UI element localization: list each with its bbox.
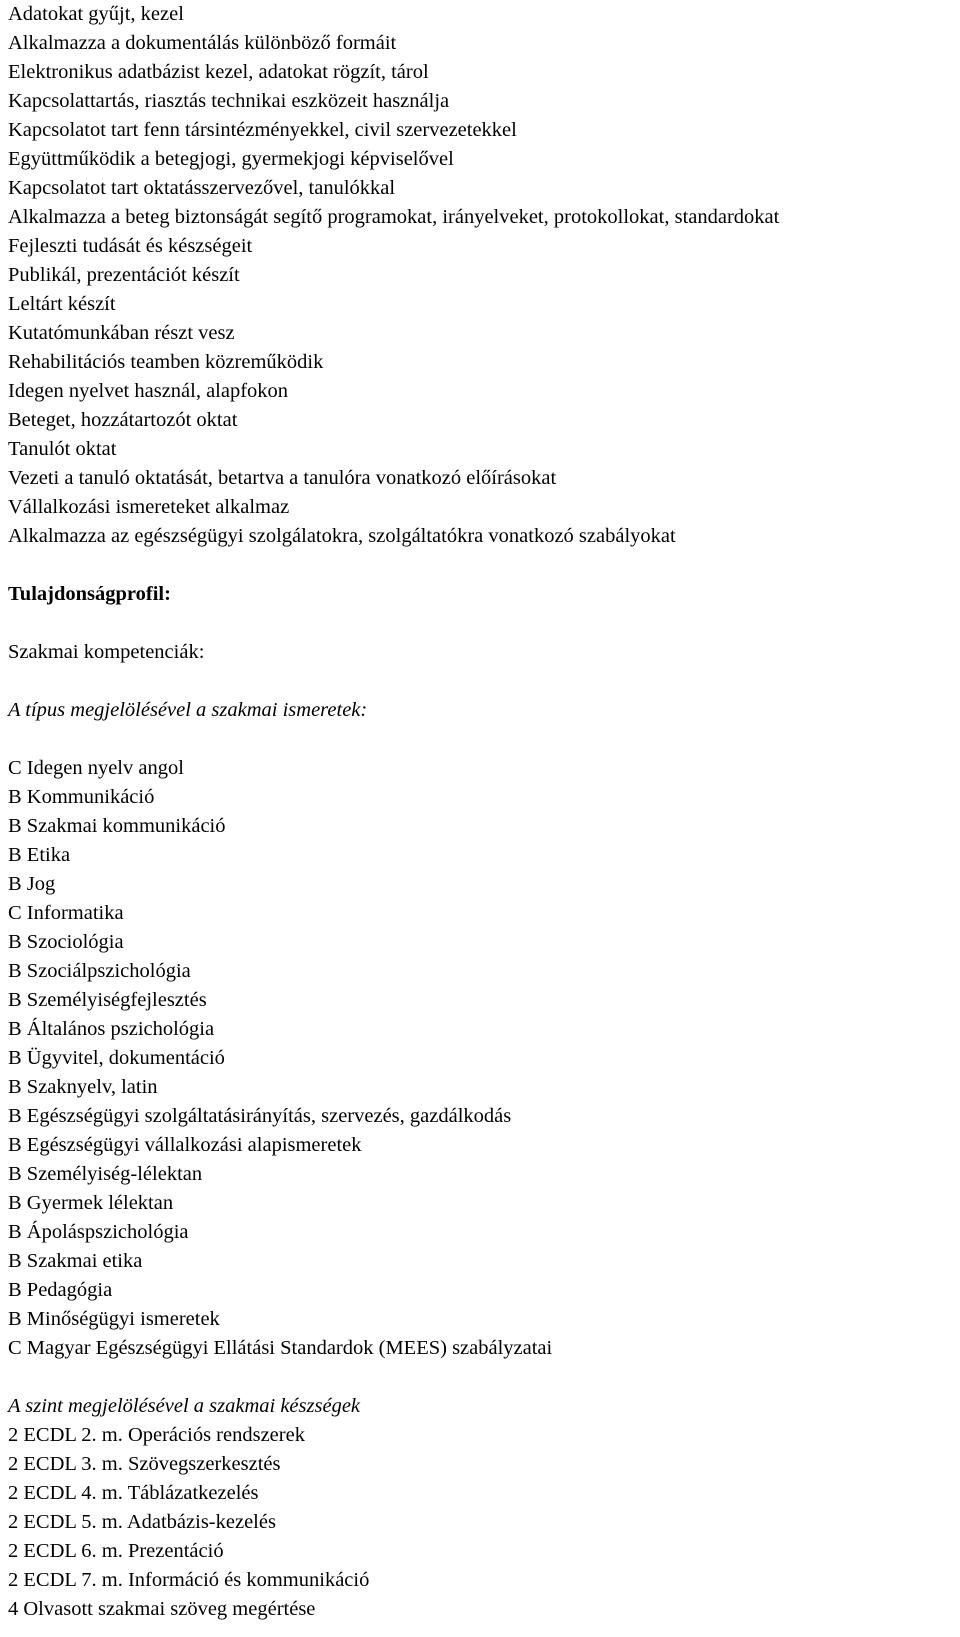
activity-item: Beteget, hozzátartozót oktat (8, 409, 238, 431)
knowledge-item: B Szakmai etika (8, 1250, 143, 1272)
knowledge-item: B Személyiségfejlesztés (8, 989, 207, 1011)
activity-item: Vállalkozási ismereteket alkalmaz (8, 496, 290, 518)
skill-item: 2 ECDL 4. m. Táblázatkezelés (8, 1482, 259, 1504)
knowledge-item: B Egészségügyi vállalkozási alapismeretek (8, 1134, 362, 1156)
activity-list (8, 0, 958, 551)
activity-item: Vezeti a tanuló oktatását, betartva a tanulóra vonatkozó előírásokat (8, 467, 557, 489)
knowledge-item: B Személyiség-lélektan (8, 1163, 203, 1185)
activity-item: Kapcsolattartás, riasztás technikai eszközeit használja (8, 90, 450, 112)
skill-item: 2 ECDL 5. m. Adatbázis-kezelés (8, 1511, 276, 1533)
knowledge-item: C Idegen nyelv angol (8, 757, 184, 779)
knowledge-item: B Általános pszichológia (8, 1018, 215, 1040)
activity-item: Tanulót oktat (8, 438, 117, 460)
activity-item: Fejleszti tudását és készségeit (8, 235, 253, 257)
skill-item: 2 ECDL 3. m. Szövegszerkesztés (8, 1453, 281, 1475)
activity-item: Leltárt készít (8, 293, 116, 315)
skill-item: 2 ECDL 7. m. Információ és kommunikáció (8, 1569, 370, 1591)
knowledge-item: B Ügyvitel, dokumentáció (8, 1047, 225, 1069)
activity-item: Alkalmazza az egészségügyi szolgálatokra, szolgáltatókra vonatkozó szabályokat (8, 525, 676, 547)
activity-item: Publikál, prezentációt készít (8, 264, 240, 286)
knowledge-item: C Informatika (8, 902, 124, 924)
knowledge-item: B Szociológia (8, 931, 124, 953)
skill-item: 2 ECDL 6. m. Prezentáció (8, 1540, 224, 1562)
skill-item: 4 Olvasott szakmai szöveg megértése (8, 1598, 316, 1620)
knowledge-item: B Gyermek lélektan (8, 1192, 174, 1214)
competencies-label: Szakmai kompetenciák: (8, 641, 205, 663)
activity-item: Alkalmazza a dokumentálás különböző formáit (8, 32, 397, 54)
knowledge-item: B Jog (8, 873, 56, 895)
knowledge-item: B Szaknyelv, latin (8, 1076, 158, 1098)
knowledge-item: C Magyar Egészségügyi Ellátási Standardok (MEES) szabályzatai (8, 1337, 553, 1359)
skill-item: 2 ECDL 2. m. Operációs rendszerek (8, 1424, 305, 1446)
skills-heading: A szint megjelölésével a szakmai készségek (8, 1395, 361, 1417)
knowledge-item: B Minőségügyi ismeretek (8, 1308, 220, 1330)
knowledge-item: B Ápoláspszichológia (8, 1221, 189, 1243)
activity-item: Alkalmazza a beteg biztonságát segítő programokat, irányelveket, protokollokat, standardokat (8, 206, 780, 228)
activity-item: Rehabilitációs teamben közreműködik (8, 351, 324, 373)
activity-item: Idegen nyelvet használ, alapfokon (8, 380, 289, 402)
activity-item: Kutatómunkában részt vesz (8, 322, 235, 344)
knowledge-heading: A típus megjelölésével a szakmai ismeretek: (8, 699, 368, 721)
activity-item: Kapcsolatot tart fenn társintézményekkel, civil szervezetekkel (8, 119, 517, 141)
activity-item: Kapcsolatot tart oktatásszervezővel, tanulókkal (8, 177, 396, 199)
knowledge-item: B Egészségügyi szolgáltatásirányítás, szervezés, gazdálkodás (8, 1105, 512, 1127)
activity-item: Elektronikus adatbázist kezel, adatokat rögzít, tárol (8, 61, 429, 83)
activity-item: Együttműködik a betegjogi, gyermekjogi képviselővel (8, 148, 454, 170)
knowledge-item: B Szakmai kommunikáció (8, 815, 226, 837)
knowledge-list (8, 754, 958, 1363)
document-page (8, 0, 958, 1624)
skills-list (8, 1421, 958, 1624)
profile-heading: Tulajdonságprofil: (8, 583, 171, 605)
knowledge-item: B Szociálpszichológia (8, 960, 191, 982)
knowledge-item: B Kommunikáció (8, 786, 155, 808)
knowledge-item: B Etika (8, 844, 71, 866)
activity-item: Adatokat gyűjt, kezel (8, 3, 184, 25)
knowledge-item: B Pedagógia (8, 1279, 113, 1301)
